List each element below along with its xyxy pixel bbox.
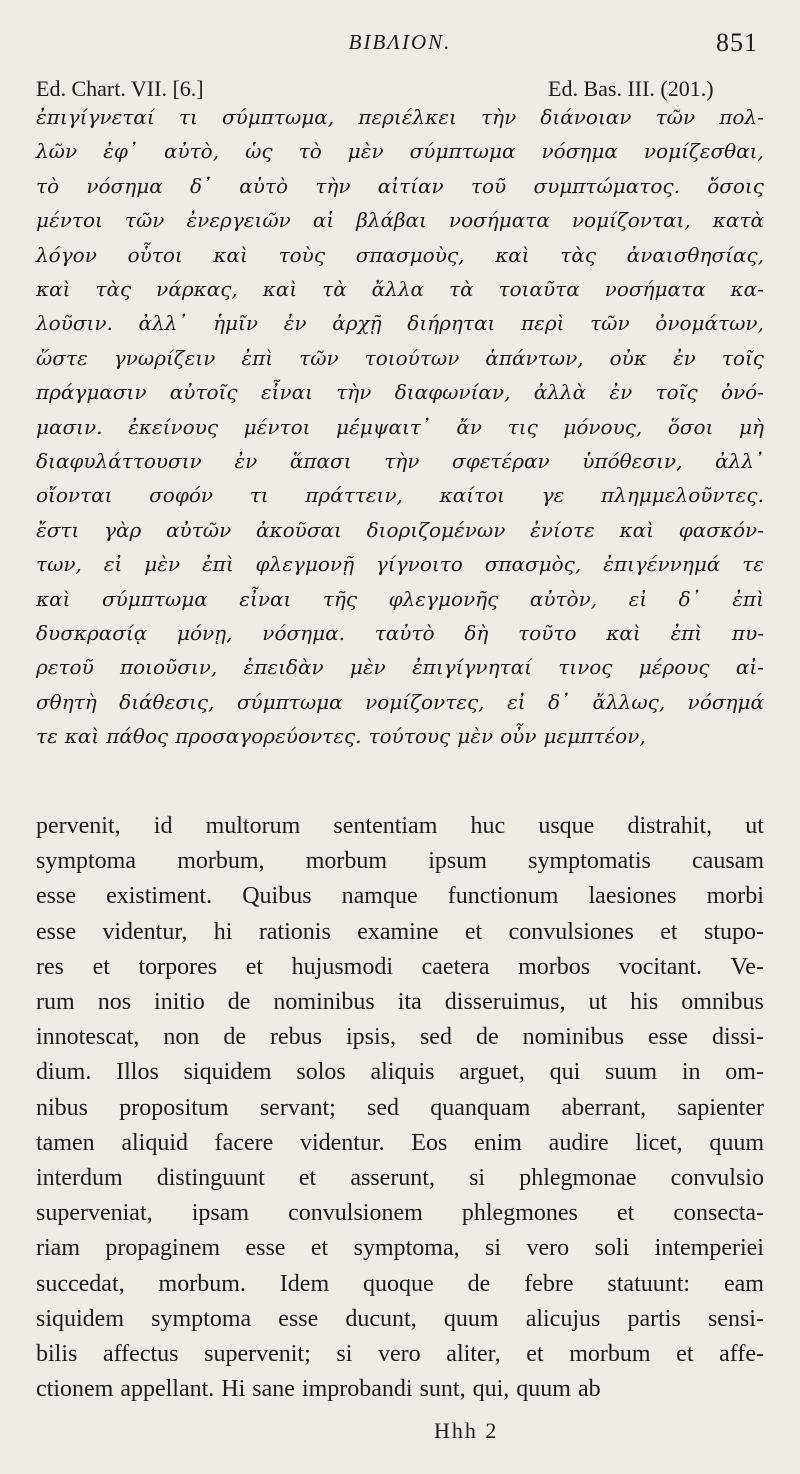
latin-text-line: nibus propositum servant; sed quanquam aberrant, sapienter xyxy=(36,1094,764,1121)
greek-text-line: μασιν. ἐκείνους μέντοι μέμψαιτ᾽ ἄν τις μόνους, ὅσοι μὴ xyxy=(36,414,764,439)
latin-text-line: rum nos initio de nominibus ita disseruimus, ut his omnibus xyxy=(36,989,764,1015)
latin-text-line: bilis affectus supervenit; si vero aliter, et morbum et affe- xyxy=(36,1341,764,1367)
greek-text-line: δυσκρασίᾳ μόνῃ, νόσημα. ταὐτὸ δὴ τοῦτο καὶ ἐπὶ πυ- xyxy=(36,621,764,645)
latin-text-line: superveniat, ipsam convulsionem phlegmones et consecta- xyxy=(36,1200,764,1227)
greek-text-line: λῶν ἐφ᾽ αὐτὸ, ὡς τὸ μὲν σύμπτωμα νόσημα νομίζεσθαι, xyxy=(36,139,764,164)
edition-reference-basel: Ed. Bas. III. (201.) xyxy=(548,76,714,101)
latin-text-line: innotescat, non de rebus ipsis, sed de nominibus esse dissi- xyxy=(36,1024,764,1051)
latin-text-line: tamen aliquid facere videntur. Eos enim audire licet, quum xyxy=(36,1129,764,1156)
signature-mark: Hhh 2 xyxy=(434,1418,499,1443)
greek-text-line: ἔστι γὰρ αὐτῶν ἀκοῦσαι διοριζομένων ἐνίοτε καὶ φασκόν- xyxy=(36,517,764,542)
greek-text-line: ὥστε γνωρίζειν ἐπὶ τῶν τοιούτων ἁπάντων, οὐκ ἐν τοῖς xyxy=(36,345,764,370)
greek-text-line: διαφυλάττουσιν ἐν ἅπασι τὴν σφετέραν ὑπόθεσιν, ἀλλ᾽ xyxy=(36,449,764,473)
greek-text-line: καὶ σύμπτωμα εἶναι τῆς φλεγμονῆς αὐτὸν, εἰ δ᾽ ἐπὶ xyxy=(36,586,764,611)
latin-text-line: dium. Illos siquidem solos aliquis arguet, qui suum in om- xyxy=(36,1059,764,1086)
greek-text-line: μέντοι τῶν ἐνεργειῶν αἱ βλάβαι νοσήματα νομίζονται, κατὰ xyxy=(36,208,764,233)
latin-text-line: pervenit, id multorum sententiam huc usque distrahit, ut xyxy=(36,813,764,839)
greek-text-line: λοῦσιν. ἀλλ᾽ ἡμῖν ἐν ἀρχῇ διήρηται περὶ τῶν ὀνομάτων, xyxy=(36,311,764,336)
greek-text-line: καὶ τὰς νάρκας, καὶ τὰ ἄλλα τὰ τοιαῦτα νοσήματα κα- xyxy=(36,277,764,301)
latin-text-line: riam propaginem esse et symptoma, si vero soli intemperiei xyxy=(36,1235,764,1262)
latin-text-line: siquidem symptoma esse ducunt, quum alicujus partis sensi- xyxy=(36,1305,764,1332)
latin-text-line: ctionem appellant. Hi sane improbandi sunt, qui, quum ab xyxy=(36,1376,601,1403)
latin-text-line: res et torpores et hujusmodi caetera morbos vocitant. Ve- xyxy=(36,953,764,980)
latin-text-line: interdum distinguunt et asserunt, si phlegmonae convulsio xyxy=(36,1165,764,1191)
latin-text-line: esse videntur, hi rationis examine et convulsiones et stupo- xyxy=(36,918,764,945)
greek-text-line: τὸ νόσημα δ᾽ αὐτὸ τὴν αἰτίαν τοῦ συμπτώματος. ὅσοις xyxy=(36,173,764,198)
greek-text-line: οἴονται σοφόν τι πράττειν, καίτοι γε πλημμελοῦντες. xyxy=(36,483,764,508)
greek-text-line: των, εἰ μὲν ἐπὶ φλεγμονῇ γίγνοιτο σπασμὸς, ἐπιγέννημά τε xyxy=(36,552,764,577)
greek-text-line: ἐπιγίγνεταί τι σύμπτωμα, περιέλκει τὴν διάνοιαν τῶν πολ- xyxy=(36,105,764,129)
greek-text-line: λόγον οὗτοι καὶ τοὺς σπασμοὺς, καὶ τὰς ἀναισθησίας, xyxy=(36,242,764,267)
latin-text-line: succedat, morbum. Idem quoque de febre statuunt: eam xyxy=(36,1270,764,1297)
latin-text-line: symptoma morbum, morbum ipsum symptomatis causam xyxy=(36,848,764,875)
greek-text-line: τε καὶ πάθος προσαγορεύοντες. τούτους μὲν οὖν μεμπτέον, xyxy=(36,724,646,749)
page-number: 851 xyxy=(716,28,758,57)
greek-text-line: ρετοῦ ποιοῦσιν, ἐπειδὰν μὲν ἐπιγίγνηταί τινος μέρους αἰ- xyxy=(36,655,764,680)
greek-text-line: σθητὴ διάθεσις, σύμπτωμα νομίζοντες, εἰ δ᾽ ἄλλως, νόσημά xyxy=(36,689,764,714)
latin-text-line: esse existiment. Quibus namque functionum laesiones morbi xyxy=(36,883,764,910)
running-title: ΒΙΒΛΙΟΝ. xyxy=(348,30,452,54)
edition-reference-chart: Ed. Chart. VII. [6.] xyxy=(36,76,204,101)
greek-text-line: πράγμασιν αὐτοῖς εἶναι τὴν διαφωνίαν, ἀλλὰ ἐν τοῖς ὀνό- xyxy=(36,380,764,405)
